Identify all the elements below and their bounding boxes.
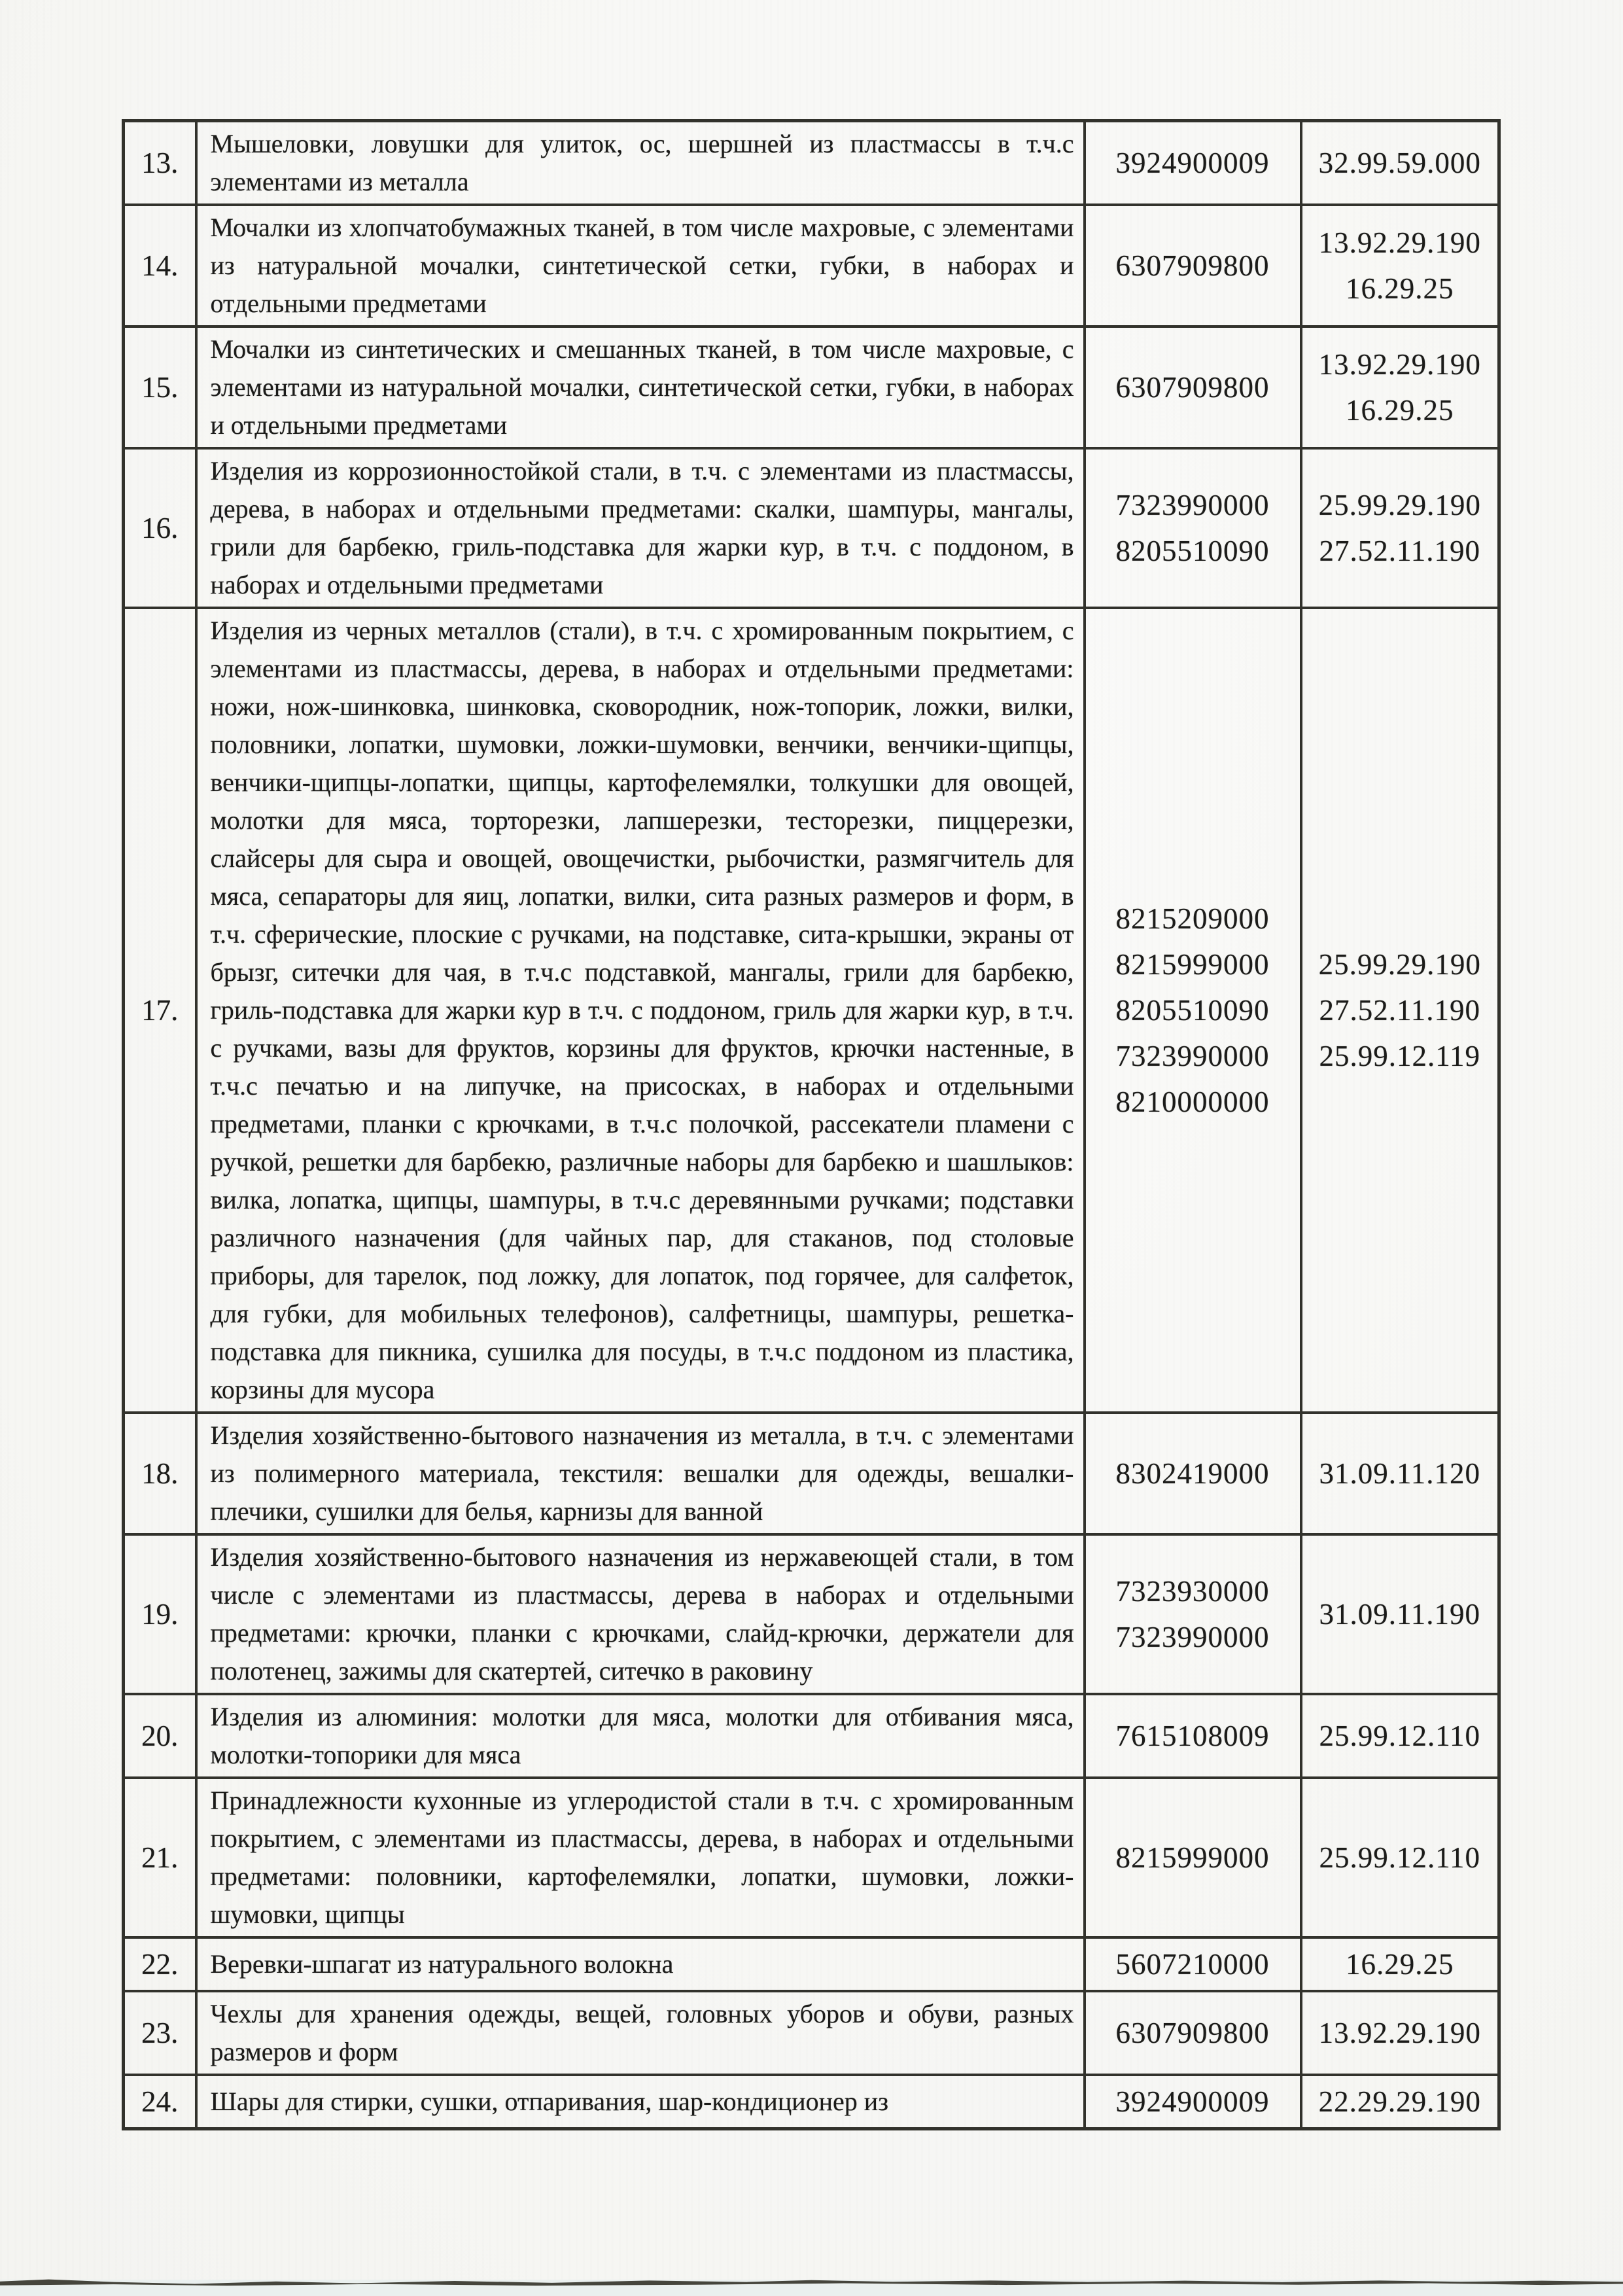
- row-number: 13.: [124, 121, 196, 205]
- okpd-code: 31.09.11.120: [1319, 1457, 1481, 1490]
- tnved-code: 8215999000: [1115, 948, 1270, 981]
- row-number: 14.: [124, 205, 196, 327]
- row-description: Принадлежности кухонные из углеродистой стали в т.ч. с хромированным покрытием, с элементами из пластмассы, дерева, в наборах и отдельными предметами: половники, картофелемялки, лопатки, шумовки, ложки-шумовки, щипцы: [196, 1778, 1085, 1937]
- table-row: [124, 1937, 1499, 1991]
- tnved-code: 8210000000: [1115, 1086, 1270, 1118]
- goods-codes-table-body: [124, 121, 1499, 2129]
- row-okpd-codes: [1301, 1778, 1499, 1937]
- okpd-code: 25.99.12.110: [1319, 1841, 1481, 1874]
- table-row: [124, 1534, 1499, 1694]
- row-number: 19.: [124, 1534, 196, 1694]
- row-description: Веревки-шпагат из натурального волокна: [196, 1937, 1085, 1991]
- row-description: Мочалки из синтетических и смешанных тканей, в том числе махровые, с элементами из натуральной мочалки, синтетической сетки, губки, в наборах и отдельными предметами: [196, 327, 1085, 448]
- row-tnved-codes: [1085, 1778, 1301, 1937]
- okpd-code: 25.99.12.110: [1319, 1720, 1481, 1752]
- tnved-code: 8215209000: [1115, 902, 1270, 935]
- okpd-code: 22.29.29.190: [1318, 2085, 1481, 2118]
- row-tnved-codes: [1085, 205, 1301, 327]
- row-okpd-codes: [1301, 1694, 1499, 1778]
- table-row: [124, 1413, 1499, 1534]
- tnved-code: 7323930000: [1115, 1575, 1270, 1608]
- row-description: Шары для стирки, сушки, отпаривания, шар-кондиционер из: [196, 2075, 1085, 2129]
- okpd-code: 27.52.11.190: [1319, 535, 1481, 567]
- okpd-code: 16.29.25: [1346, 1948, 1454, 1981]
- table-row: [124, 1991, 1499, 2075]
- tnved-code: 6307909800: [1115, 2017, 1270, 2049]
- row-tnved-codes: [1085, 1694, 1301, 1778]
- row-description: Изделия из черных металлов (стали), в т.ч. с хромированным покрытием, с элементами из пластмассы, дерева, в наборах и отдельными предметами: ножи, нож-шинковка, шинковка, сковородник, нож-топорик, ложки, вилки, половники, лопатки, шумовки, ложки-шумовки, венчики, венчики-щипцы, венчики-щипцы-лопатки, щипцы, картофелемялки, толкушки для овощей, молотки для мяса, торторезки, лапшерезки, тесторезки, пиццерезки, слайсеры для сыра и овощей, овощечистки, рыбочистки, размягчитель для мяса, сепараторы для яиц, лопатки, вилки, сита разных размеров и форм, в т.ч. сферические, плоские с ручками, на подставке, сита-крышки, экраны от брызг, ситечки для чая, в т.ч.с подставкой, мангалы, грили для барбекю, гриль-подставка для жарки кур в т.ч. с поддоном, гриль для жарки кур, в т.ч. с ручками, вазы для фруктов, корзины для фруктов, крючки настенные, в т.ч.с печатью и на липучке, на присосках, в наборах и отдельными предметами, планки с крючками, в т.ч.с полочкой, рассекатели пламени с ручкой, решетки для барбекю, различные наборы для барбекю и шашлыков: вилка, лопатка, щипцы, шампуры, в т.ч.с деревянными ручками; подставки различного назначения (для чайных пар, для стаканов, под столовые приборы, для тарелок, под ложку, для лопаток, под горячее, для салфеток, для губки, для мобильных телефонов), салфетницы, шампуры, решетка-подставка для пикника, сушилка для посуды, в т.ч.с поддоном из пластика, корзины для мусора: [196, 608, 1085, 1413]
- table-row: [124, 1694, 1499, 1778]
- okpd-code: 25.99.29.190: [1318, 948, 1481, 981]
- tnved-code: 7323990000: [1115, 1621, 1270, 1653]
- tnved-code: 6307909800: [1115, 249, 1270, 282]
- tnved-code: 8302419000: [1115, 1457, 1270, 1490]
- okpd-code: 32.99.59.000: [1318, 147, 1481, 179]
- tnved-code: 6307909800: [1115, 371, 1270, 404]
- row-okpd-codes: [1301, 121, 1499, 205]
- okpd-code: 16.29.25: [1346, 272, 1454, 305]
- row-description: Мочалки из хлопчатобумажных тканей, в том числе махровые, с элементами из натуральной мочалки, синтетической сетки, губки, в наборах и отдельными предметами: [196, 205, 1085, 327]
- tnved-code: 3924900009: [1115, 2085, 1270, 2118]
- row-number: 18.: [124, 1413, 196, 1534]
- row-tnved-codes: [1085, 1534, 1301, 1694]
- row-tnved-codes: [1085, 1413, 1301, 1534]
- row-tnved-codes: [1085, 2075, 1301, 2129]
- tnved-code: 7323990000: [1115, 1040, 1270, 1072]
- okpd-code: 13.92.29.190: [1318, 226, 1481, 259]
- okpd-code: 13.92.29.190: [1318, 348, 1481, 381]
- row-description: Изделия хозяйственно-бытового назначения из металла, в т.ч. с элементами из полимерного материала, текстиля: вешалки для одежды, вешалки-плечики, сушилки для белья, карнизы для ванной: [196, 1413, 1085, 1534]
- row-description: Изделия из коррозионностойкой стали, в т.ч. с элементами из пластмассы, дерева, в наборах и отдельными предметами: скалки, шампуры, мангалы, грили для барбекю, гриль-подставка для жарки кур, в т.ч. с поддоном, в наборах и отдельными предметами: [196, 448, 1085, 608]
- table-row: [124, 121, 1499, 205]
- row-tnved-codes: [1085, 327, 1301, 448]
- tnved-code: 5607210000: [1115, 1948, 1270, 1981]
- table-row: [124, 327, 1499, 448]
- okpd-code: 25.99.12.119: [1319, 1040, 1481, 1072]
- row-number: 20.: [124, 1694, 196, 1778]
- row-okpd-codes: [1301, 448, 1499, 608]
- row-description: Чехлы для хранения одежды, вещей, головных уборов и обуви, разных размеров и форм: [196, 1991, 1085, 2075]
- row-okpd-codes: [1301, 608, 1499, 1413]
- tnved-code: 3924900009: [1115, 147, 1270, 179]
- okpd-code: 31.09.11.190: [1319, 1598, 1481, 1631]
- row-number: 21.: [124, 1778, 196, 1937]
- row-description: Мышеловки, ловушки для улиток, ос, шершней из пластмассы в т.ч.с элементами из металла: [196, 121, 1085, 205]
- tnved-code: 7615108009: [1115, 1720, 1270, 1752]
- okpd-code: 16.29.25: [1346, 394, 1454, 427]
- row-okpd-codes: [1301, 205, 1499, 327]
- row-number: 17.: [124, 608, 196, 1413]
- okpd-code: 25.99.29.190: [1318, 489, 1481, 521]
- table-row: [124, 608, 1499, 1413]
- row-okpd-codes: [1301, 2075, 1499, 2129]
- row-okpd-codes: [1301, 1937, 1499, 1991]
- row-number: 22.: [124, 1937, 196, 1991]
- row-okpd-codes: [1301, 1413, 1499, 1534]
- row-tnved-codes: [1085, 121, 1301, 205]
- table-row: [124, 448, 1499, 608]
- okpd-code: 27.52.11.190: [1319, 994, 1481, 1027]
- row-tnved-codes: [1085, 1937, 1301, 1991]
- tnved-code: 8215999000: [1115, 1841, 1270, 1874]
- row-okpd-codes: [1301, 1534, 1499, 1694]
- row-number: 24.: [124, 2075, 196, 2129]
- tnved-code: 8205510090: [1115, 535, 1270, 567]
- row-number: 23.: [124, 1991, 196, 2075]
- row-description: Изделия хозяйственно-бытового назначения из нержавеющей стали, в том числе с элементами из пластмассы, дерева в наборах и отдельными предметами: крючки, планки с крючками, слайд-крючки, держатели для полотенец, зажимы для скатертей, ситечко в раковину: [196, 1534, 1085, 1694]
- row-okpd-codes: [1301, 327, 1499, 448]
- row-description: Изделия из алюминия: молотки для мяса, молотки для отбивания мяса, молотки-топорики для мяса: [196, 1694, 1085, 1778]
- okpd-code: 13.92.29.190: [1318, 2017, 1481, 2049]
- tnved-code: 7323990000: [1115, 489, 1270, 521]
- row-tnved-codes: [1085, 1991, 1301, 2075]
- row-number: 15.: [124, 327, 196, 448]
- row-number: 16.: [124, 448, 196, 608]
- row-okpd-codes: [1301, 1991, 1499, 2075]
- row-tnved-codes: [1085, 448, 1301, 608]
- table-row: [124, 1778, 1499, 1937]
- table-row: [124, 2075, 1499, 2129]
- row-tnved-codes: [1085, 608, 1301, 1413]
- goods-codes-table: [122, 119, 1501, 2130]
- tnved-code: 8205510090: [1115, 994, 1270, 1027]
- table-row: [124, 205, 1499, 327]
